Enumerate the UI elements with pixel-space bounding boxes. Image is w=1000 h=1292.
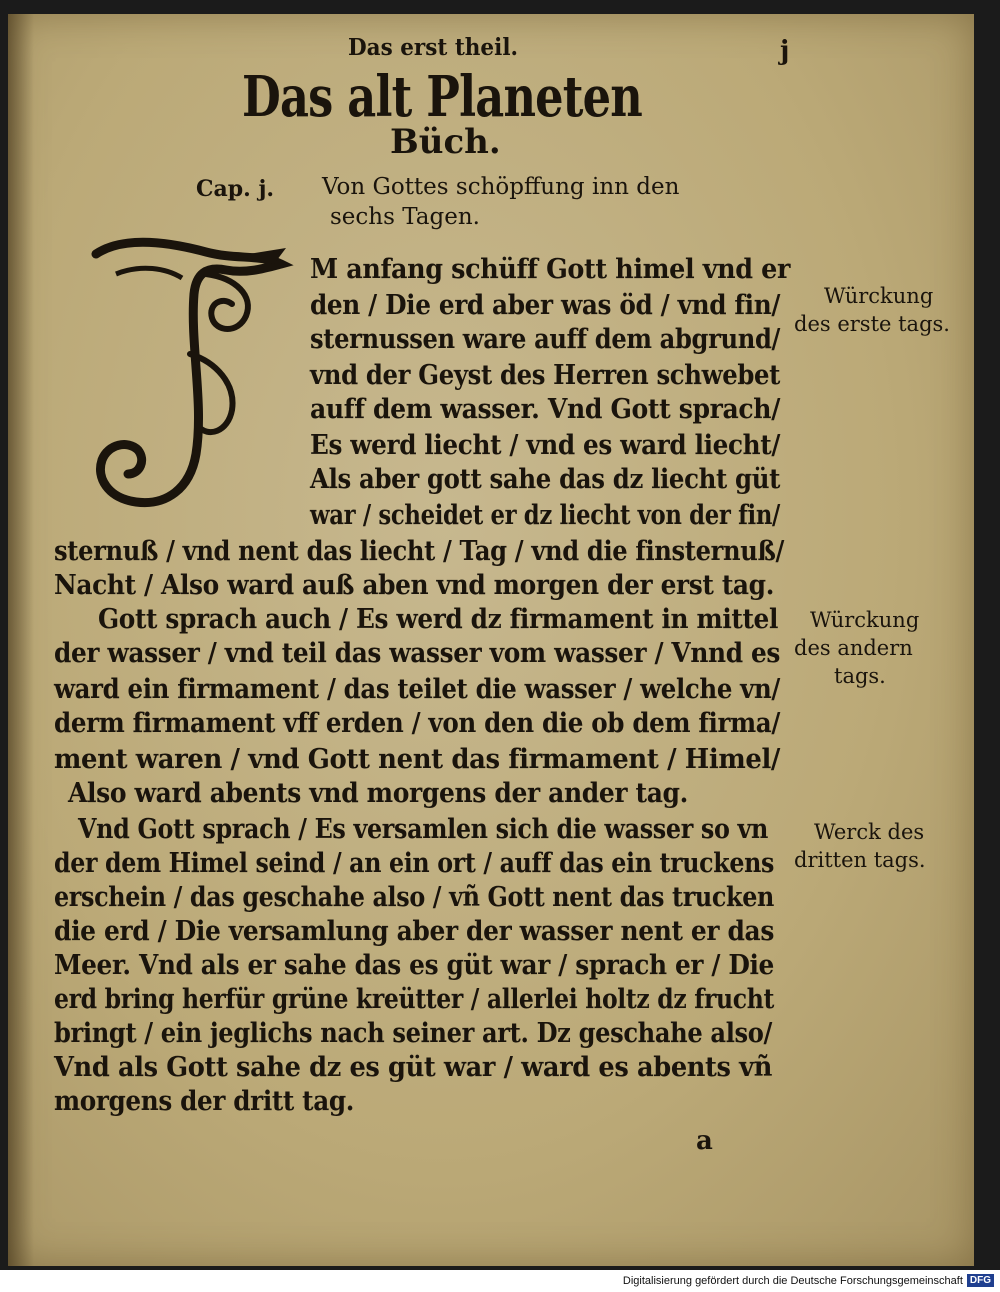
- body-line: der dem Himel seind / an ein ort / auff das ein truckens: [54, 848, 774, 879]
- body-line: Also ward abents vnd morgens der ander tag.: [68, 778, 688, 809]
- body-line: erd bring herfür grüne kreütter / allerlei holtz dz frucht: [54, 984, 774, 1015]
- body-line: ment waren / vnd Gott nent das firmament / Himel/: [54, 744, 780, 775]
- margin-note-line: Würckung: [810, 608, 920, 632]
- body-line: erschein / das geschahe also / vñ Gott nent das trucken: [54, 882, 774, 913]
- body-line: Gott sprach auch / Es werd dz firmament in mittel: [98, 604, 778, 635]
- running-head: Das erst theil.: [348, 34, 518, 61]
- dfg-logo: DFG: [967, 1274, 994, 1287]
- body-line: war / scheidet er dz liecht von der fin/: [310, 500, 780, 531]
- book-title: Das alt Planeten: [242, 64, 642, 130]
- decorated-initial-letter: [86, 234, 296, 514]
- body-line: vnd der Geyst des Herren schwebet: [310, 360, 780, 391]
- body-line: Nacht / Also ward auß aben vnd morgen der erst tag.: [54, 570, 774, 601]
- body-line: Es werd liecht / vnd es ward liecht/: [310, 430, 780, 461]
- body-line: auff dem wasser. Vnd Gott sprach/: [310, 394, 780, 425]
- chapter-label: Cap. j.: [196, 176, 275, 202]
- margin-note-line: des andern: [794, 636, 913, 660]
- footer-credit: Digitalisierung gefördert durch die Deutsche Forschungsgemeinschaft: [622, 1274, 963, 1287]
- book-page: [8, 14, 974, 1266]
- body-line: den / Die erd aber was öd / vnd fin/: [310, 290, 780, 321]
- margin-note-line: Würckung: [824, 284, 934, 308]
- body-line: Meer. Vnd als er sahe das es güt war / sprach er / Die: [54, 950, 774, 981]
- folio-number: j: [780, 36, 790, 66]
- body-line: bringt / ein jeglichs nach seiner art. Dz geschahe also/: [54, 1018, 772, 1049]
- body-line: der wasser / vnd teil das wasser vom wasser / Vnnd es: [54, 638, 780, 669]
- signature-mark: a: [696, 1126, 713, 1156]
- body-line: sternuß / vnd nent das liecht / Tag / vnd die finsternuß/: [54, 536, 784, 567]
- book-title-line2: Büch.: [390, 122, 501, 162]
- body-line: Als aber gott sahe das dz liecht güt: [310, 464, 780, 495]
- digitization-footer: [623, 1274, 994, 1287]
- body-line: M anfang schüff Gott himel vnd er: [310, 254, 790, 285]
- body-line: ward ein firmament / das teilet die wasser / welche vn/: [54, 674, 780, 705]
- margin-note-line: dritten tags.: [794, 848, 926, 872]
- margin-note-line: des erste tags.: [794, 312, 950, 336]
- body-line: die erd / Die versamlung aber der wasser nent er das: [54, 916, 774, 947]
- body-line: morgens der dritt tag.: [54, 1086, 354, 1117]
- margin-note-line: Werck des: [814, 820, 925, 844]
- chapter-title-line2: sechs Tagen.: [330, 204, 480, 230]
- body-line: Vnd Gott sprach / Es versamlen sich die wasser so vn: [78, 814, 768, 845]
- body-line: derm firmament vff erden / von den die ob dem firma/: [54, 708, 780, 739]
- body-line: sternussen ware auff dem abgrund/: [310, 324, 780, 355]
- body-line: Vnd als Gott sahe dz es güt war / ward es abents vñ: [54, 1052, 772, 1083]
- margin-note-line: tags.: [834, 664, 886, 688]
- chapter-title: Von Gottes schöpffung inn den: [322, 174, 680, 200]
